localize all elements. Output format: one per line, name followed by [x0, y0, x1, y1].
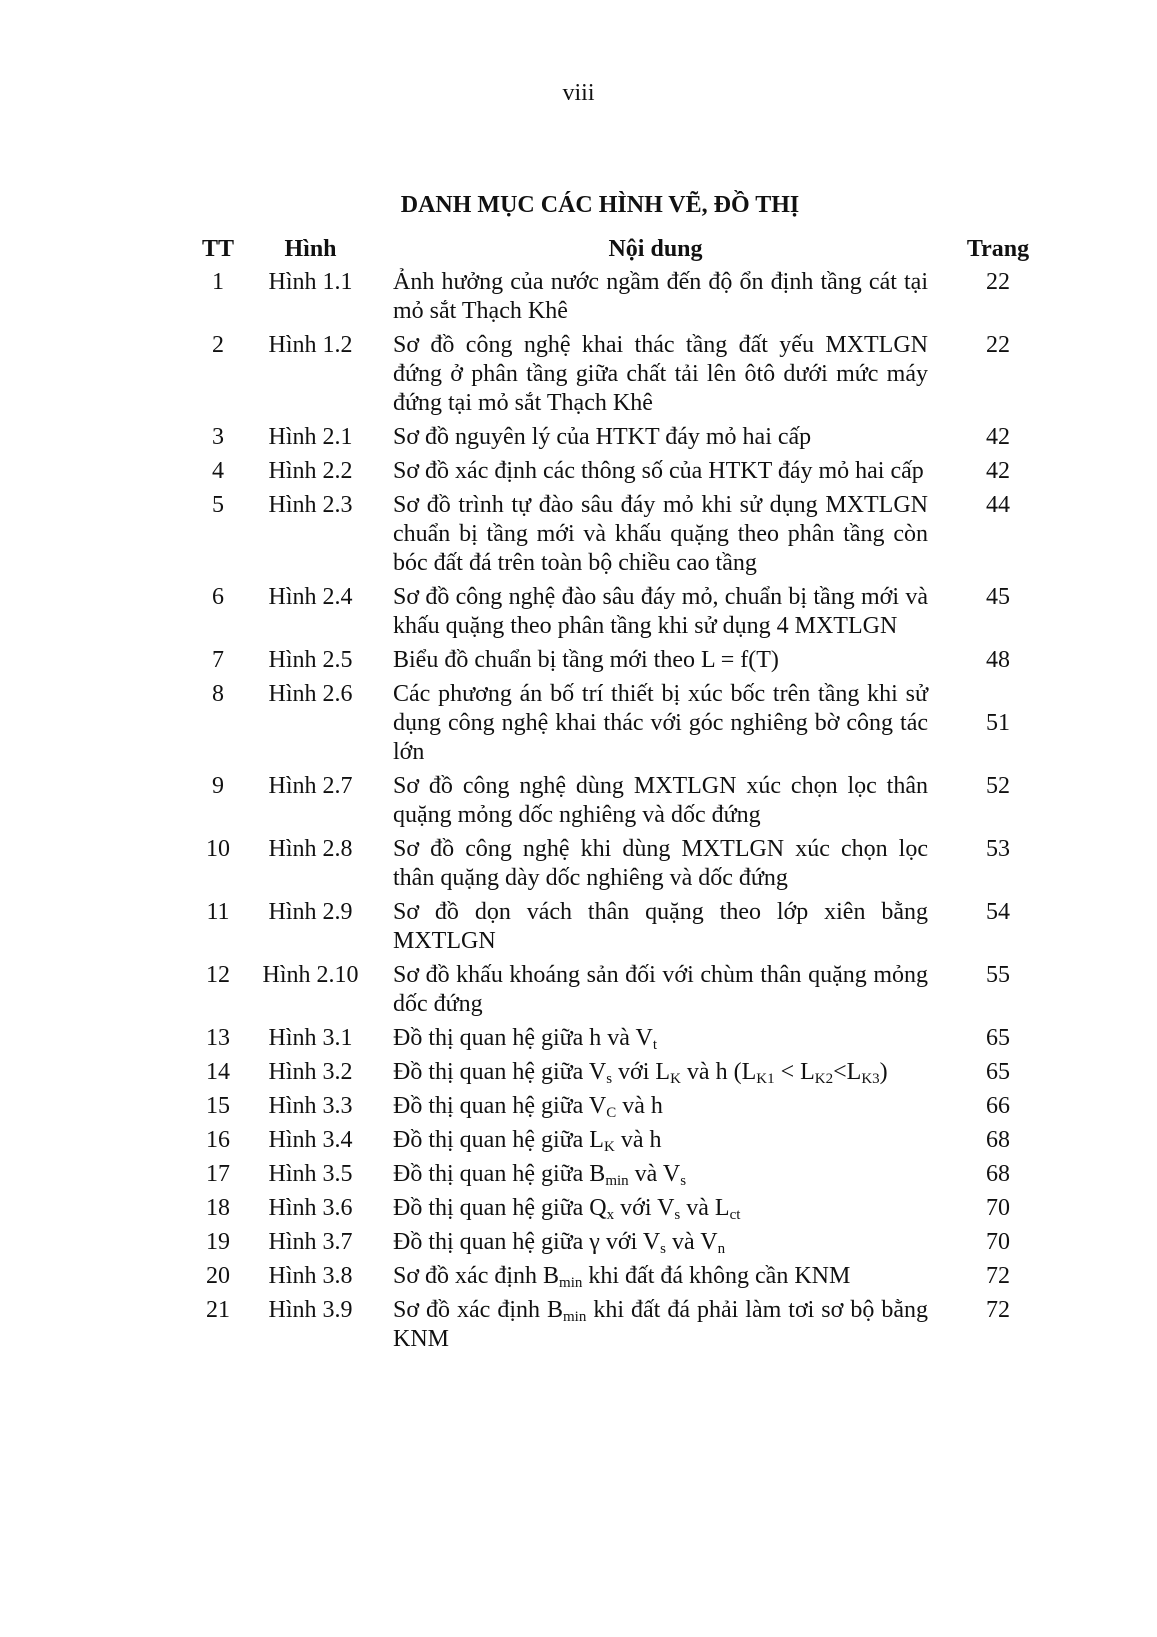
row-page: 48	[986, 647, 1010, 673]
row-page: 72	[986, 1263, 1010, 1289]
table-row	[198, 961, 1068, 1024]
row-tt: 5	[212, 492, 224, 518]
table-row	[198, 1296, 1068, 1359]
row-tt: 13	[206, 1025, 230, 1051]
row-content: Đồ thị quan hệ giữa $Q_x$ với $V_s$ và $L_{ct}$	[393, 1195, 741, 1223]
row-page: 53	[986, 836, 1010, 862]
table-row	[198, 491, 1068, 583]
row-page: 70	[986, 1229, 1010, 1255]
row-tt: 4	[212, 458, 224, 484]
row-content: Sơ đồ khấu khoáng sản đối với chùm thân quặng mỏng dốc đứng	[393, 962, 928, 1017]
header-content: Nội dung	[608, 236, 703, 262]
table-row	[198, 1262, 1068, 1296]
row-page: 52	[986, 773, 1010, 799]
row-figure: Hình 2.4	[268, 584, 353, 610]
row-page: 42	[986, 458, 1010, 484]
row-tt: 7	[212, 647, 224, 673]
row-page: 68	[986, 1127, 1010, 1153]
row-tt: 17	[206, 1161, 230, 1187]
row-figure: Hình 2.6	[268, 681, 353, 707]
row-tt: 19	[206, 1229, 230, 1255]
header-page: Trang	[966, 236, 1030, 262]
row-content: Đồ thị quan hệ giữa $V_C$ và h	[393, 1093, 663, 1121]
row-tt: 2	[212, 332, 224, 358]
row-tt: 10	[206, 836, 230, 862]
row-figure: Hình 3.1	[268, 1025, 353, 1051]
row-content: Đồ thị quan hệ giữa $L_K$ và h	[393, 1127, 662, 1155]
table-row	[198, 1092, 1068, 1126]
row-figure: Hình 3.3	[268, 1093, 353, 1119]
row-figure: Hình 2.1	[268, 424, 353, 450]
row-figure: Hình 3.8	[268, 1263, 353, 1289]
table-row	[198, 646, 1068, 680]
row-content: Sơ đồ dọn vách thân quặng theo lớp xiên bằng MXTLGN	[393, 899, 928, 954]
row-tt: 15	[206, 1093, 230, 1119]
table-row	[198, 898, 1068, 961]
page-number: viii	[562, 80, 595, 106]
table-row	[198, 457, 1068, 491]
row-tt: 3	[212, 424, 224, 450]
page-title: DANH MỤC CÁC HÌNH VẼ, ĐỒ THỊ	[400, 192, 800, 218]
row-figure: Hình 3.4	[268, 1127, 353, 1153]
row-tt: 18	[206, 1195, 230, 1221]
table-row	[198, 772, 1068, 835]
row-content: Sơ đồ nguyên lý của HTKT đáy mỏ hai cấp	[393, 424, 812, 450]
row-content: Biểu đồ chuẩn bị tầng mới theo L = f(T)	[393, 647, 779, 673]
table-row	[198, 1024, 1068, 1058]
row-content: Sơ đồ công nghệ khai thác tầng đất yếu MXTLGN đứng ở phân tầng giữa chất tải lên ôtô dưới mức máy đứng tại mỏ sắt Thạch Khê	[393, 332, 928, 416]
row-content: Sơ đồ xác định $B_{min}$ khi đất đá không cần KNM	[393, 1263, 851, 1291]
row-figure: Hình 2.7	[268, 773, 353, 799]
row-tt: 6	[212, 584, 224, 610]
row-tt: 9	[212, 773, 224, 799]
header-figure: Hình	[284, 236, 337, 262]
row-content: Đồ thị quan hệ giữa γ với $V_s$ và $V_n$	[393, 1229, 726, 1257]
row-tt: 20	[206, 1263, 230, 1289]
row-figure: Hình 1.2	[268, 332, 353, 358]
row-figure: Hình 3.6	[268, 1195, 353, 1221]
row-tt: 11	[206, 899, 230, 925]
row-page: 66	[986, 1093, 1010, 1119]
row-figure: Hình 2.10	[262, 962, 359, 988]
row-figure: Hình 3.5	[268, 1161, 353, 1187]
row-figure: Hình 2.2	[268, 458, 353, 484]
row-tt: 12	[206, 962, 230, 988]
table-row	[198, 331, 1068, 423]
row-figure: Hình 3.7	[268, 1229, 353, 1255]
table-row	[198, 1228, 1068, 1262]
row-content: Đồ thị quan hệ giữa $B_{min}$ và $V_s$	[393, 1161, 687, 1189]
table-row	[198, 583, 1068, 646]
row-content: Sơ đồ xác định các thông số của HTKT đáy mỏ hai cấp	[393, 458, 924, 484]
row-content: Sơ đồ công nghệ dùng MXTLGN xúc chọn lọc thân quặng mỏng dốc nghiêng và dốc đứng	[393, 773, 928, 828]
row-page: 22	[986, 332, 1010, 358]
table-header-row	[198, 235, 1068, 268]
row-figure: Hình 2.9	[268, 899, 353, 925]
row-page: 65	[986, 1059, 1010, 1085]
table-row	[198, 268, 1068, 331]
row-page: 65	[986, 1025, 1010, 1051]
table-row	[198, 1126, 1068, 1160]
row-tt: 1	[212, 269, 224, 295]
row-page: 42	[986, 424, 1010, 450]
row-content: Đồ thị quan hệ giữa h và $V_t$	[393, 1025, 658, 1053]
table-row	[198, 423, 1068, 457]
table-row	[198, 1194, 1068, 1228]
row-figure: Hình 3.2	[268, 1059, 353, 1085]
row-page: 22	[986, 269, 1010, 295]
row-content: Sơ đồ trình tự đào sâu đáy mỏ khi sử dụng MXTLGN chuẩn bị tầng mới và khấu quặng theo phân tầng còn bóc đất đá trên toàn bộ chiều cao tầng	[393, 492, 928, 576]
row-content: Sơ đồ xác định $B_{min}$ khi đất đá phải làm tơi sơ bộ bằng KNM	[393, 1297, 928, 1352]
row-tt: 21	[206, 1297, 230, 1323]
row-page: 55	[986, 962, 1010, 988]
row-figure: Hình 3.9	[268, 1297, 353, 1323]
row-tt: 14	[206, 1059, 230, 1085]
row-figure: Hình 2.8	[268, 836, 353, 862]
row-tt: 16	[206, 1127, 230, 1153]
row-page: 44	[986, 492, 1010, 518]
row-content: Các phương án bố trí thiết bị xúc bốc trên tầng khi sử dụng công nghệ khai thác với góc nghiêng bờ công tác lớn	[393, 681, 928, 765]
table-row	[198, 835, 1068, 898]
header-tt: TT	[201, 236, 234, 262]
figure-list-table	[198, 235, 1068, 1359]
table-row	[198, 1160, 1068, 1194]
row-figure: Hình 1.1	[268, 269, 353, 295]
table-row	[198, 680, 1068, 772]
row-page: 45	[986, 584, 1010, 610]
table-row	[198, 1058, 1068, 1092]
row-content: Đồ thị quan hệ giữa $V_s$ với $L_K$ và h $(L_{K1} < L_{K2}<L_{K3})$	[393, 1059, 888, 1087]
row-page: 70	[986, 1195, 1010, 1221]
row-page: 72	[986, 1297, 1010, 1323]
row-page: 54	[986, 899, 1010, 925]
row-figure: Hình 2.3	[268, 492, 353, 518]
row-tt: 8	[212, 681, 224, 707]
row-page: 68	[986, 1161, 1010, 1187]
row-content: Ảnh hưởng của nước ngầm đến độ ổn định tầng cát tại mỏ sắt Thạch Khê	[393, 269, 928, 324]
row-figure: Hình 2.5	[268, 647, 353, 673]
row-content: Sơ đồ công nghệ khi dùng MXTLGN xúc chọn lọc thân quặng dày dốc nghiêng và dốc đứng	[393, 836, 928, 891]
row-content: Sơ đồ công nghệ đào sâu đáy mỏ, chuẩn bị tầng mới và khấu quặng theo phân tầng khi sử dụng 4 MXTLGN	[393, 584, 928, 639]
row-page: 51	[986, 710, 1010, 736]
